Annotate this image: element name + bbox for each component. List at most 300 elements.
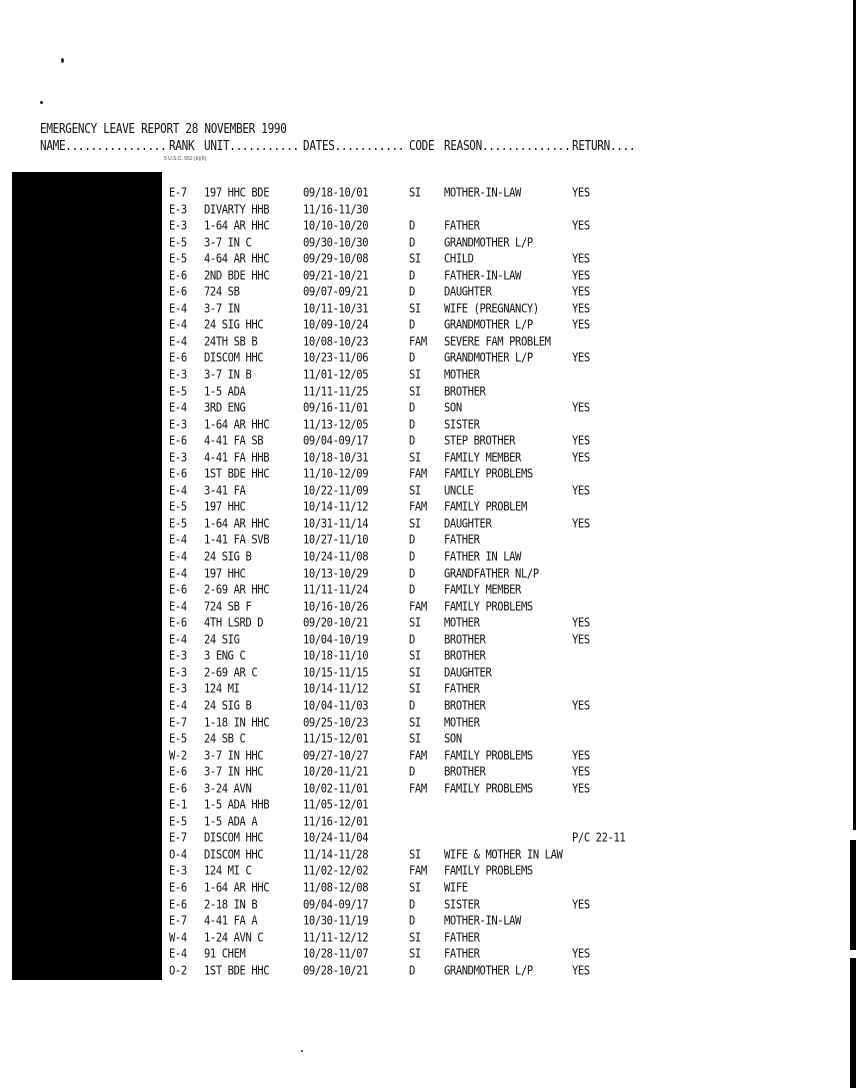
row-code: SI	[409, 616, 421, 631]
row-rank: E-6	[169, 268, 187, 283]
row-rank: E-4	[169, 483, 187, 498]
row-unit: 3RD ENG	[204, 401, 246, 415]
row-unit: 1-64 AR HHC	[204, 516, 270, 531]
row-code: SI	[409, 930, 421, 945]
row-dates: 10/18-10/31	[303, 450, 369, 465]
row-unit: 24 SIG	[204, 632, 240, 647]
row-reason: BROTHER	[444, 765, 486, 779]
scan-edge	[850, 840, 856, 950]
row-reason: FAMILY PROBLEMS	[444, 864, 533, 879]
row-return: YES	[572, 698, 590, 713]
row-dates: 11/10-12/09	[303, 467, 369, 482]
row-dates: 10/08-10/23	[303, 334, 369, 349]
row-rank: E-7	[169, 186, 187, 200]
row-dates: 11/16-12/01	[303, 814, 369, 829]
row-code: FAM	[409, 500, 427, 515]
header-dates: DATES...........	[303, 138, 405, 154]
row-return: YES	[572, 219, 590, 233]
row-reason: FATHER	[444, 219, 480, 233]
row-rank: E-7	[169, 914, 187, 928]
row-reason: DAUGHTER	[444, 516, 492, 531]
row-code: SI	[409, 252, 421, 266]
row-dates: 10/28-11/07	[303, 947, 369, 961]
row-code: D	[409, 401, 415, 415]
table-row	[0, 567, 856, 584]
row-dates: 10/14-11/12	[303, 682, 369, 697]
row-code: D	[409, 219, 415, 233]
row-reason: SON	[444, 401, 462, 415]
row-rank: E-6	[169, 351, 187, 366]
row-code: SI	[409, 880, 421, 895]
row-dates: 09/25-10/23	[303, 715, 369, 730]
row-code: D	[409, 533, 415, 548]
row-code: SI	[409, 715, 421, 730]
header-unit: UNIT...........	[204, 138, 299, 154]
row-reason: MOTHER	[444, 368, 480, 382]
row-unit: 3 ENG C	[204, 649, 246, 664]
row-rank: E-7	[169, 715, 187, 730]
row-reason: BROTHER	[444, 649, 486, 664]
row-unit: 3-7 IN C	[204, 235, 252, 250]
row-code: D	[409, 698, 415, 713]
row-return: YES	[572, 318, 590, 333]
table-row	[0, 815, 856, 832]
row-code: SI	[409, 450, 421, 465]
row-unit: 1ST BDE HHC	[204, 963, 270, 978]
table-row	[0, 749, 856, 766]
row-reason: FATHER	[444, 947, 480, 961]
row-unit: 3-7 IN HHC	[204, 765, 264, 779]
scan-edge	[850, 958, 856, 1088]
row-rank: E-6	[169, 781, 187, 796]
row-dates: 10/04-11/03	[303, 698, 369, 713]
row-return: YES	[572, 516, 590, 531]
row-reason: MOTHER	[444, 616, 480, 631]
row-unit: 2-69 AR HHC	[204, 583, 270, 597]
header-return: RETURN....	[572, 138, 636, 154]
row-rank: E-3	[169, 665, 187, 680]
row-dates: 09/28-10/21	[303, 963, 369, 978]
row-return: YES	[572, 765, 590, 779]
row-reason: WIFE & MOTHER IN LAW	[444, 847, 563, 862]
table-row	[0, 550, 856, 567]
row-dates: 09/30-10/30	[303, 235, 369, 250]
row-code: SI	[409, 301, 421, 316]
row-unit: DISCOM HHC	[204, 831, 264, 846]
table-row	[0, 351, 856, 368]
row-rank: E-4	[169, 599, 187, 614]
row-code: D	[409, 434, 415, 449]
header-rank: RANK	[169, 138, 195, 154]
row-dates: 11/01-12/05	[303, 368, 369, 382]
table-row	[0, 418, 856, 435]
table-row	[0, 269, 856, 286]
row-unit: DISCOM HHC	[204, 847, 264, 862]
row-reason: FAMILY MEMBER	[444, 583, 521, 597]
row-code: SI	[409, 682, 421, 697]
row-dates: 10/27-11/10	[303, 533, 369, 548]
row-unit: 197 HHC BDE	[204, 186, 270, 200]
row-rank: E-4	[169, 632, 187, 647]
report-title: EMERGENCY LEAVE REPORT 28 NOVEMBER 1990	[40, 121, 287, 137]
row-rank: E-6	[169, 583, 187, 597]
row-reason: UNCLE	[444, 483, 474, 498]
row-code: D	[409, 914, 415, 928]
scan-speck	[40, 101, 43, 104]
row-code: SI	[409, 732, 421, 746]
row-dates: 11/13-12/05	[303, 417, 369, 432]
row-return: YES	[572, 616, 590, 631]
row-dates: 10/22-11/09	[303, 483, 369, 498]
row-return: YES	[572, 301, 590, 316]
table-row	[0, 765, 856, 782]
row-unit: 3-41 FA	[204, 483, 246, 498]
row-unit: 4-41 FA HHB	[204, 450, 270, 465]
row-rank: E-4	[169, 334, 187, 349]
row-dates: 09/21-10/21	[303, 268, 369, 283]
table-row	[0, 666, 856, 683]
row-rank: E-1	[169, 798, 187, 813]
row-rank: E-4	[169, 533, 187, 548]
row-dates: 09/29-10/08	[303, 252, 369, 266]
row-rank: E-6	[169, 880, 187, 895]
row-unit: 1-18 IN HHC	[204, 715, 270, 730]
row-reason: BROTHER	[444, 632, 486, 647]
row-rank: E-4	[169, 566, 187, 581]
row-rank: E-4	[169, 947, 187, 961]
table-row	[0, 716, 856, 733]
row-reason: STEP BROTHER	[444, 434, 516, 449]
table-row	[0, 898, 856, 915]
row-code: SI	[409, 649, 421, 664]
row-reason: MOTHER	[444, 715, 480, 730]
table-row	[0, 252, 856, 269]
row-reason: GRANDFATHER NL/P	[444, 566, 539, 581]
row-unit: 3-7 IN B	[204, 368, 252, 382]
row-unit: 24 SIG B	[204, 698, 252, 713]
row-dates: 11/11-11/25	[303, 384, 369, 399]
row-unit: 1-5 ADA HHB	[204, 798, 270, 813]
table-row	[0, 368, 856, 385]
row-code: D	[409, 765, 415, 779]
row-rank: E-3	[169, 682, 187, 697]
row-return: YES	[572, 268, 590, 283]
row-unit: 24 SB C	[204, 732, 246, 746]
table-row	[0, 517, 856, 534]
table-row	[0, 318, 856, 335]
row-rank: E-4	[169, 698, 187, 713]
row-dates: 10/02-11/01	[303, 781, 369, 796]
row-dates: 10/30-11/19	[303, 914, 369, 928]
row-code: D	[409, 235, 415, 250]
row-reason: WIFE (PREGNANCY)	[444, 301, 539, 316]
table-row	[0, 484, 856, 501]
table-row	[0, 881, 856, 898]
row-reason: GRANDMOTHER L/P	[444, 351, 533, 366]
row-unit: 197 HHC	[204, 566, 246, 581]
row-dates: 10/10-10/20	[303, 219, 369, 233]
row-rank: E-5	[169, 516, 187, 531]
header-code: CODE	[409, 138, 435, 154]
row-dates: 10/31-11/14	[303, 516, 369, 531]
row-dates: 09/18-10/01	[303, 186, 369, 200]
row-reason: SISTER	[444, 897, 480, 912]
row-dates: 11/11-11/24	[303, 583, 369, 597]
table-row	[0, 451, 856, 468]
row-code: FAM	[409, 781, 427, 796]
row-reason: SISTER	[444, 417, 480, 432]
row-rank: E-5	[169, 384, 187, 399]
table-row	[0, 600, 856, 617]
row-rank: E-3	[169, 864, 187, 879]
row-return: YES	[572, 963, 590, 978]
row-return: YES	[572, 401, 590, 415]
row-dates: 10/04-10/19	[303, 632, 369, 647]
row-unit: 2-69 AR C	[204, 665, 258, 680]
row-reason: FAMILY PROBLEMS	[444, 748, 533, 763]
row-rank: E-3	[169, 649, 187, 664]
row-return: YES	[572, 252, 590, 266]
row-return: YES	[572, 351, 590, 366]
row-return: YES	[572, 434, 590, 449]
row-reason: MOTHER-IN-LAW	[444, 914, 521, 928]
row-unit: 1-64 AR HHC	[204, 417, 270, 432]
row-unit: 4TH LSRD D	[204, 616, 264, 631]
row-reason: CHILD	[444, 252, 474, 266]
row-return: YES	[572, 285, 590, 300]
row-dates: 11/08-12/08	[303, 880, 369, 895]
row-reason: FATHER	[444, 682, 480, 697]
row-return: YES	[572, 897, 590, 912]
row-code: D	[409, 351, 415, 366]
table-row	[0, 864, 856, 881]
table-row	[0, 616, 856, 633]
row-unit: 724 SB	[204, 285, 240, 300]
header-reason: REASON..............	[444, 138, 571, 154]
row-code: FAM	[409, 467, 427, 482]
row-dates: 10/13-10/29	[303, 566, 369, 581]
row-code: FAM	[409, 334, 427, 349]
row-reason: FAMILY PROBLEMS	[444, 781, 533, 796]
row-code: SI	[409, 516, 421, 531]
row-rank: E-4	[169, 318, 187, 333]
table-row	[0, 219, 856, 236]
row-rank: W-4	[169, 930, 187, 945]
row-code: SI	[409, 483, 421, 498]
row-rank: E-6	[169, 434, 187, 449]
table-row	[0, 467, 856, 484]
row-rank: E-5	[169, 500, 187, 515]
exemption-stamp: 5 U.S.C. 552 (b)(6)	[164, 156, 207, 162]
row-dates: 11/15-12/01	[303, 732, 369, 746]
row-code: D	[409, 550, 415, 564]
row-unit: 1-24 AVN C	[204, 930, 264, 945]
scan-speck	[301, 1050, 303, 1052]
header-name: NAME................	[40, 138, 167, 154]
row-unit: 1-64 AR HHC	[204, 219, 270, 233]
row-unit: 3-7 IN HHC	[204, 748, 264, 763]
table-row	[0, 285, 856, 302]
row-code: D	[409, 285, 415, 300]
row-code: D	[409, 566, 415, 581]
row-reason: MOTHER-IN-LAW	[444, 186, 521, 200]
table-row	[0, 964, 856, 981]
table-row	[0, 186, 856, 203]
table-row	[0, 434, 856, 451]
row-dates: 11/05-12/01	[303, 798, 369, 813]
row-reason: SEVERE FAM PROBLEM	[444, 334, 551, 349]
row-dates: 09/16-11/01	[303, 401, 369, 415]
row-dates: 10/24-11/08	[303, 550, 369, 564]
row-return: YES	[572, 632, 590, 647]
row-dates: 09/20-10/21	[303, 616, 369, 631]
row-code: D	[409, 268, 415, 283]
row-dates: 10/24-11/04	[303, 831, 369, 846]
row-dates: 10/09-10/24	[303, 318, 369, 333]
row-return: P/C 22-11	[572, 831, 626, 846]
row-rank: E-5	[169, 235, 187, 250]
row-rank: E-3	[169, 368, 187, 382]
row-reason: FAMILY PROBLEM	[444, 500, 527, 515]
row-reason: BROTHER	[444, 384, 486, 399]
row-reason: GRANDMOTHER L/P	[444, 318, 533, 333]
row-reason: DAUGHTER	[444, 285, 492, 300]
row-reason: FAMILY PROBLEMS	[444, 467, 533, 482]
row-code: FAM	[409, 599, 427, 614]
row-unit: 1-5 ADA A	[204, 814, 258, 829]
row-dates: 10/20-11/21	[303, 765, 369, 779]
row-reason: BROTHER	[444, 698, 486, 713]
table-row	[0, 500, 856, 517]
table-row	[0, 385, 856, 402]
table-row	[0, 931, 856, 948]
row-rank: E-6	[169, 285, 187, 300]
row-unit: 3-7 IN	[204, 301, 240, 316]
row-unit: 3-24 AVN	[204, 781, 252, 796]
row-rank: O-2	[169, 963, 187, 978]
table-row	[0, 533, 856, 550]
table-row	[0, 848, 856, 865]
row-unit: 724 SB F	[204, 599, 252, 614]
row-unit: 1ST BDE HHC	[204, 467, 270, 482]
row-rank: E-5	[169, 252, 187, 266]
row-unit: 2ND BDE HHC	[204, 268, 270, 283]
table-row	[0, 649, 856, 666]
row-rank: E-4	[169, 550, 187, 564]
row-rank: E-3	[169, 450, 187, 465]
table-row	[0, 732, 856, 749]
row-code: D	[409, 897, 415, 912]
row-unit: DISCOM HHC	[204, 351, 264, 366]
table-row	[0, 831, 856, 848]
row-unit: 4-41 FA SB	[204, 434, 264, 449]
row-code: SI	[409, 665, 421, 680]
row-rank: E-6	[169, 467, 187, 482]
row-rank: E-6	[169, 616, 187, 631]
row-unit: 4-41 FA A	[204, 914, 258, 928]
row-rank: O-4	[169, 847, 187, 862]
row-return: YES	[572, 483, 590, 498]
table-row	[0, 633, 856, 650]
table-row	[0, 583, 856, 600]
table-row	[0, 401, 856, 418]
row-dates: 09/04-09/17	[303, 434, 369, 449]
row-unit: 197 HHC	[204, 500, 246, 515]
row-dates: 09/04-09/17	[303, 897, 369, 912]
row-rank: E-4	[169, 301, 187, 316]
row-dates: 11/14-11/28	[303, 847, 369, 862]
row-dates: 10/15-11/15	[303, 665, 369, 680]
table-row	[0, 914, 856, 931]
row-unit: 1-41 FA SVB	[204, 533, 270, 548]
row-reason: DAUGHTER	[444, 665, 492, 680]
table-row	[0, 798, 856, 815]
row-dates: 09/07-09/21	[303, 285, 369, 300]
row-reason: FAMILY MEMBER	[444, 450, 521, 465]
row-rank: E-7	[169, 831, 187, 846]
row-dates: 10/23-11/06	[303, 351, 369, 366]
row-dates: 11/11-12/12	[303, 930, 369, 945]
row-return: YES	[572, 186, 590, 200]
row-reason: GRANDMOTHER L/P	[444, 235, 533, 250]
row-reason: GRANDMOTHER L/P	[444, 963, 533, 978]
row-code: D	[409, 318, 415, 333]
row-code: FAM	[409, 748, 427, 763]
row-reason: FAMILY PROBLEMS	[444, 599, 533, 614]
table-row	[0, 302, 856, 319]
row-code: SI	[409, 847, 421, 862]
row-dates: 10/11-10/31	[303, 301, 369, 316]
table-row	[0, 699, 856, 716]
row-unit: 24 SIG B	[204, 550, 252, 564]
row-unit: 91 CHEM	[204, 947, 246, 961]
row-return: YES	[572, 947, 590, 961]
row-code: D	[409, 963, 415, 978]
row-rank: E-3	[169, 417, 187, 432]
row-unit: 124 MI	[204, 682, 240, 697]
row-code: SI	[409, 384, 421, 399]
row-dates: 10/14-11/12	[303, 500, 369, 515]
row-rank: W-2	[169, 748, 187, 763]
table-row	[0, 335, 856, 352]
row-code: SI	[409, 368, 421, 382]
row-unit: 124 MI C	[204, 864, 252, 879]
row-reason: WIFE	[444, 880, 468, 895]
row-dates: 11/02-12/02	[303, 864, 369, 879]
row-code: SI	[409, 186, 421, 200]
row-unit: DIVARTY HHB	[204, 202, 270, 217]
row-unit: 4-64 AR HHC	[204, 252, 270, 266]
table-row	[0, 782, 856, 799]
row-rank: E-5	[169, 814, 187, 829]
row-rank: E-3	[169, 219, 187, 233]
row-reason: FATHER	[444, 533, 480, 548]
table-row	[0, 682, 856, 699]
row-unit: 24 SIG HHC	[204, 318, 264, 333]
row-rank: E-3	[169, 202, 187, 217]
row-code: D	[409, 417, 415, 432]
row-rank: E-5	[169, 732, 187, 746]
row-return: YES	[572, 781, 590, 796]
row-code: FAM	[409, 864, 427, 879]
row-rank: E-4	[169, 401, 187, 415]
table-row	[0, 203, 856, 220]
row-return: YES	[572, 450, 590, 465]
row-rank: E-6	[169, 897, 187, 912]
row-code: SI	[409, 947, 421, 961]
row-rank: E-6	[169, 765, 187, 779]
row-unit: 1-64 AR HHC	[204, 880, 270, 895]
